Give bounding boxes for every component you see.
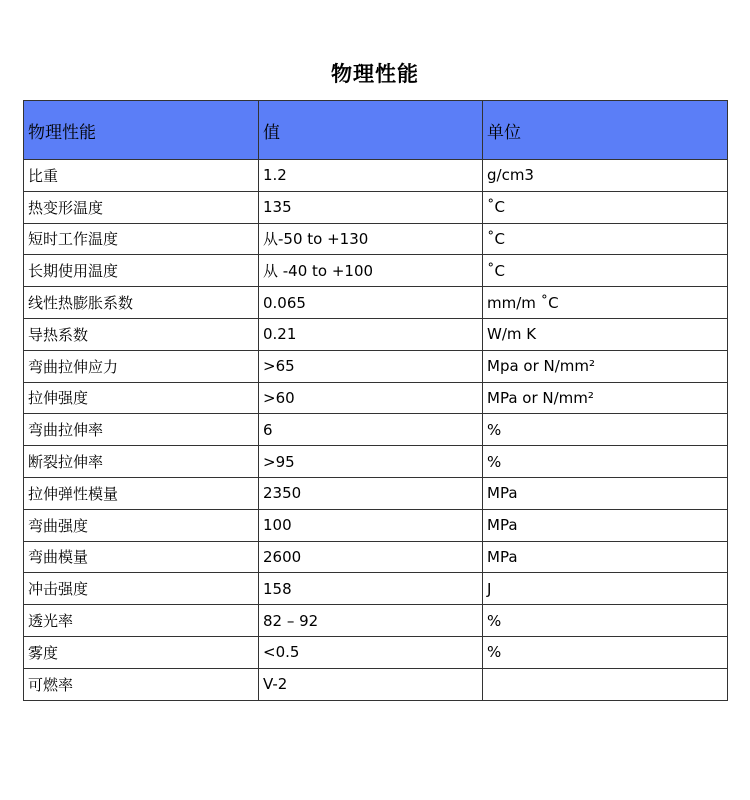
value-cell: 从 -40 to +100 <box>259 255 483 287</box>
property-cell: 弯曲模量 <box>24 541 259 573</box>
value-cell: 135 <box>259 191 483 223</box>
unit-cell: mm/m ˚C <box>483 287 728 319</box>
header-property: 物理性能 <box>24 101 259 160</box>
table-row <box>24 509 728 541</box>
property-cell: 透光率 <box>24 605 259 637</box>
property-cell: 长期使用温度 <box>24 255 259 287</box>
property-cell: 弯曲拉伸率 <box>24 414 259 446</box>
value-cell: 0.21 <box>259 318 483 350</box>
value-cell: >65 <box>259 350 483 382</box>
value-cell: 2350 <box>259 477 483 509</box>
value-cell: 1.2 <box>259 160 483 192</box>
property-cell: 短时工作温度 <box>24 223 259 255</box>
unit-cell: W/m K <box>483 318 728 350</box>
table-row <box>24 414 728 446</box>
table-row <box>24 287 728 319</box>
unit-cell: % <box>483 446 728 478</box>
value-cell: <0.5 <box>259 636 483 668</box>
property-cell: 弯曲强度 <box>24 509 259 541</box>
property-cell: 可燃率 <box>24 668 259 700</box>
property-cell: 断裂拉伸率 <box>24 446 259 478</box>
table-row <box>24 160 728 192</box>
header-unit: 单位 <box>483 101 728 160</box>
value-cell: 158 <box>259 573 483 605</box>
unit-cell: ˚C <box>483 255 728 287</box>
unit-cell: % <box>483 414 728 446</box>
property-cell: 热变形温度 <box>24 191 259 223</box>
value-cell: 100 <box>259 509 483 541</box>
value-cell: 0.065 <box>259 287 483 319</box>
unit-cell: ˚C <box>483 223 728 255</box>
property-cell: 导热系数 <box>24 318 259 350</box>
property-cell: 弯曲拉伸应力 <box>24 350 259 382</box>
unit-cell: % <box>483 605 728 637</box>
value-cell: V-2 <box>259 668 483 700</box>
unit-cell: g/cm3 <box>483 160 728 192</box>
property-cell: 雾度 <box>24 636 259 668</box>
value-cell: >95 <box>259 446 483 478</box>
table-row <box>24 636 728 668</box>
table-row <box>24 255 728 287</box>
unit-cell: MPa <box>483 541 728 573</box>
value-cell: 82 – 92 <box>259 605 483 637</box>
property-cell: 冲击强度 <box>24 573 259 605</box>
unit-cell: % <box>483 636 728 668</box>
value-cell: 6 <box>259 414 483 446</box>
table-row <box>24 605 728 637</box>
table-row <box>24 668 728 700</box>
table-row <box>24 573 728 605</box>
table-row <box>24 223 728 255</box>
unit-cell: ˚C <box>483 191 728 223</box>
unit-cell: MPa or N/mm² <box>483 382 728 414</box>
property-cell: 拉伸弹性模量 <box>24 477 259 509</box>
table-header-row <box>24 101 728 160</box>
value-cell: 2600 <box>259 541 483 573</box>
table-row <box>24 541 728 573</box>
header-value: 值 <box>259 101 483 160</box>
unit-cell: J <box>483 573 728 605</box>
table-row <box>24 350 728 382</box>
table-row <box>24 191 728 223</box>
unit-cell: MPa <box>483 509 728 541</box>
property-cell: 比重 <box>24 160 259 192</box>
table-row <box>24 446 728 478</box>
unit-cell <box>483 668 728 700</box>
page-title: 物理性能 <box>331 62 419 86</box>
unit-cell: MPa <box>483 477 728 509</box>
property-cell: 线性热膨胀系数 <box>24 287 259 319</box>
value-cell: >60 <box>259 382 483 414</box>
table-row <box>24 477 728 509</box>
properties-table <box>23 100 728 701</box>
table-row <box>24 382 728 414</box>
property-cell: 拉伸强度 <box>24 382 259 414</box>
value-cell: 从-50 to +130 <box>259 223 483 255</box>
table-row <box>24 318 728 350</box>
unit-cell: Mpa or N/mm² <box>483 350 728 382</box>
